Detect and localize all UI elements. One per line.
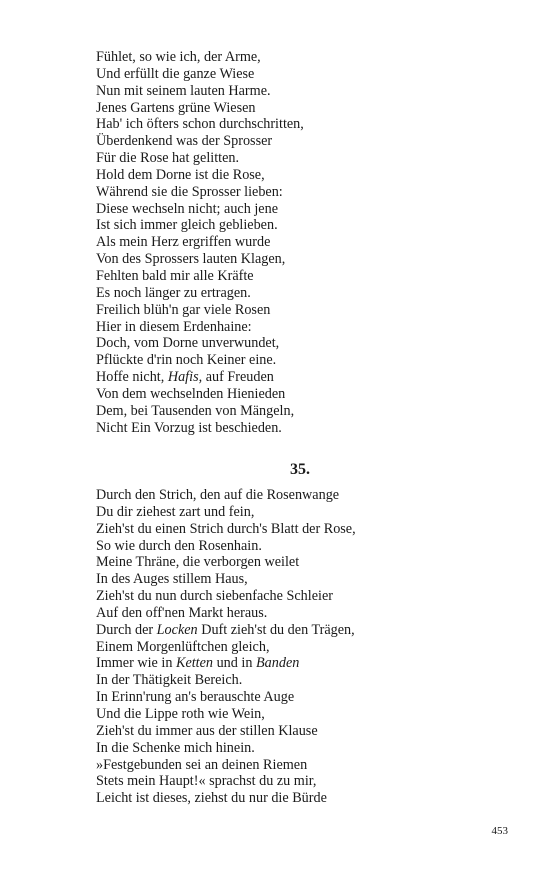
poem-line: Durch den Strich, den auf die Rosenwange <box>96 487 340 503</box>
poem-text: Hoffe nicht, <box>96 369 168 386</box>
poem-line: Auf den off'nen Markt heraus. <box>96 604 268 621</box>
poem-line: Pflückte d'rin noch Keiner eine. <box>96 352 277 369</box>
poem-stanza-bottom <box>96 487 496 807</box>
poem-line: Doch, vom Dorne unverwundet, <box>96 335 280 352</box>
poem-line: Ist sich immer gleich geblieben. <box>96 217 278 234</box>
poem-italic-word: Locken <box>156 621 198 638</box>
poem-line: Nun mit seinem lauten Harme. <box>96 82 271 99</box>
page-number: 453 <box>491 825 508 837</box>
poem-line: Von des Sprossers lauten Klagen, <box>96 251 286 268</box>
poem-line: Hab' ich öfters schon durchschritten, <box>96 116 304 133</box>
poem-line: Einem Morgenlüftchen gleich, <box>96 638 270 655</box>
poem-line: »Festgebunden sei an deinen Riemen <box>96 756 308 773</box>
poem-line: So wie durch den Rosenhain. <box>96 537 262 554</box>
poem-line: Diese wechseln nicht; auch jene <box>96 200 278 217</box>
poem-line: Nicht Ein Vorzug ist beschieden. <box>96 419 282 436</box>
poem-line: Während sie die Sprosser lieben: <box>96 183 283 200</box>
poem-line: Dem, bei Tausenden von Mängeln, <box>96 402 295 419</box>
poem-text: Immer wie in <box>96 655 176 672</box>
poem-line-ketten <box>96 655 496 672</box>
poem-line-hafis <box>96 369 496 386</box>
poem-line: In des Auges stillem Haus, <box>96 571 248 588</box>
poem-line: In die Schenke mich hinein. <box>96 739 255 756</box>
poem-text: und in <box>213 655 256 672</box>
poem-line: Es noch länger zu ertragen. <box>96 284 251 301</box>
poem-line: Freilich blüh'n gar viele Rosen <box>96 301 271 318</box>
poem-text: Duft zieh'st du den Trägen, <box>197 621 355 638</box>
poem-line: Und die Lippe roth wie Wein, <box>96 705 265 722</box>
poem-line: Fühlet, so wie ich, der Arme, <box>96 49 261 65</box>
poem-line: Von dem wechselnden Hienieden <box>96 385 286 402</box>
poem-line: Für die Rose hat gelitten. <box>96 150 240 167</box>
poem-line: Fehlten bald mir alle Kräfte <box>96 267 254 284</box>
poem-line: Leicht ist dieses, ziehst du nur die Bürde <box>96 790 327 807</box>
poem-line: Hold dem Dorne ist die Rose, <box>96 166 265 183</box>
poem-italic-word: Ketten <box>175 655 214 672</box>
section-number-heading: 35. <box>290 461 310 478</box>
poem-line: Als mein Herz ergriffen wurde <box>96 234 271 251</box>
poem-italic-word: Banden <box>256 655 300 672</box>
poem-line: Meine Thräne, die verborgen weilet <box>96 554 300 571</box>
poem-line: Du dir ziehest zart und fein, <box>96 503 255 520</box>
poem-line: Überdenkend was der Sprosser <box>96 133 273 150</box>
poem-stanza-top <box>96 49 496 436</box>
poem-line: In der Thätigkeit Bereich. <box>96 672 243 689</box>
poem-italic-name: Hafis, <box>167 369 203 386</box>
poem-line: Und erfüllt die ganze Wiese <box>96 65 255 82</box>
poem-line: Zieh'st du einen Strich durch's Blatt der Rose, <box>96 520 356 537</box>
poem-line: Hier in diesem Erdenhaine: <box>96 318 252 335</box>
poem-line: Jenes Gartens grüne Wiesen <box>96 99 256 116</box>
poem-text: auf Freuden <box>202 369 274 386</box>
poem-line: Zieh'st du nun durch siebenfache Schleier <box>96 588 333 605</box>
poem-line: In Erinn'rung an's berauschte Auge <box>96 689 295 706</box>
poem-line-locken <box>96 622 496 639</box>
poem-line: Stets mein Haupt!« sprachst du zu mir, <box>96 773 317 790</box>
poem-text: Durch der <box>96 621 157 638</box>
poem-line: Zieh'st du immer aus der stillen Klause <box>96 722 318 739</box>
